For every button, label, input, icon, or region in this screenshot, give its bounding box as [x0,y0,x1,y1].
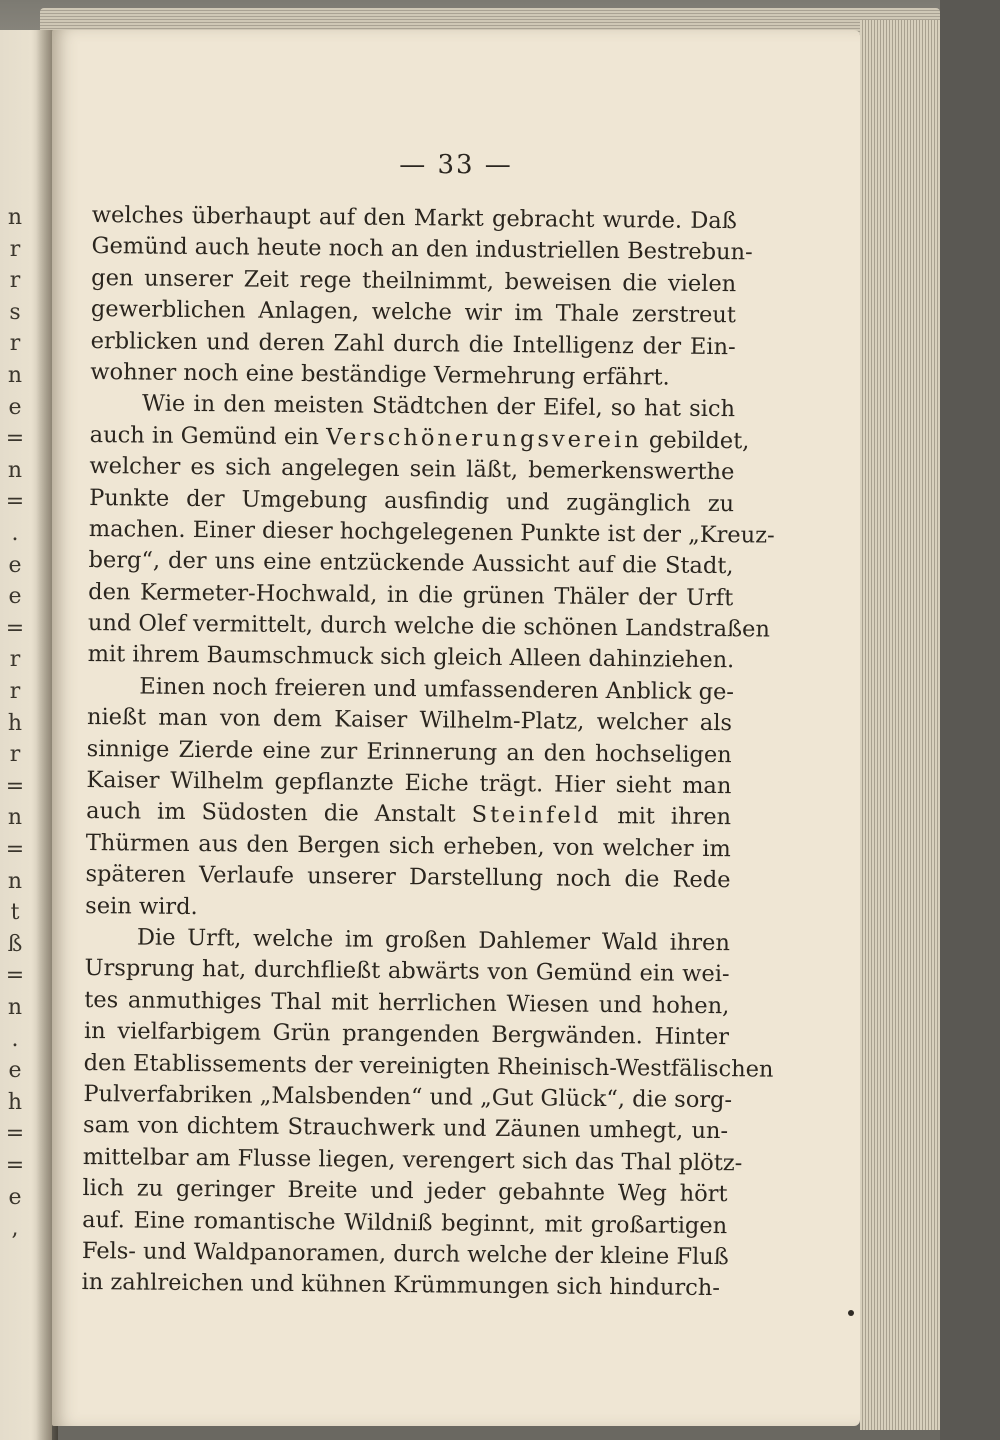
left-page-fragment: ß [7,931,23,957]
text-line: sam von dichtem Strauchwerk und Zäunen umhegt, un- [82,1112,729,1145]
left-page-text-fragments [0,0,30,1440]
text-line: nießt man von dem Kaiser Wilhelm-Platz, welcher als [86,704,733,737]
text-line: späteren Verlaufe unserer Darstellung noch die Rede [85,861,731,894]
text-line: den Etablissements der vereinigten Rheinisch-Westfälischen [83,1049,774,1083]
left-page-fragment: n [7,363,23,388]
left-page-fragment: = [5,1153,25,1178]
page-number: — 33 — [399,150,513,180]
left-page-fragment: n [7,868,23,894]
scanner-backdrop-right [940,0,1000,1440]
left-page-fragment: e [8,552,22,578]
left-page-fragment: = [5,837,25,862]
left-page-fragment: r [9,679,21,704]
left-page-fragment: r [9,647,21,673]
left-page-fragment: r [9,742,21,768]
text-line: in zahlreichen und kühnen Krümmungen sich hindurch- [81,1269,721,1302]
text-line: Gemünd auch heute noch an den industriellen Bestrebun- [91,233,753,266]
left-page-fragment: = [5,773,25,799]
text-line: mittelbar am Flusse liegen, verengert sich das Thal plötz- [82,1143,743,1177]
left-page-fragment: n [7,805,23,831]
text-line: auch in Gemünd ein Verschönerungsverein gebildet, [89,421,750,455]
text-line: Punkte der Umgebung ausfindig und zugänglich zu [89,484,735,517]
left-page-fragment: r [9,236,21,262]
left-page-fragment: e [8,394,22,420]
text-line: Thürmen aus den Bergen sich erheben, von welcher im [85,829,731,862]
ink-speck [848,1310,854,1316]
left-page-fragment: . [11,1026,19,1052]
text-line: den Kermeter-Hochwald, in die grünen Thäler der Urft [88,578,734,611]
emphasized-word: Verschönerungsverein [325,423,642,454]
text-line: sinnige Zierde eine zur Erinnerung an den hochseligen [86,735,732,768]
left-page-fragment: e [8,1184,22,1210]
text-line: welches überhaupt auf den Markt gebracht wurde. Daß [91,201,737,235]
left-page-fragment: e [8,1058,22,1084]
text-line: Ursprung hat, durchfließt abwärts von Gemünd ein wei- [84,955,730,988]
text-line: tes anmuthiges Thal mit herrlichen Wiesen und hohen, [84,986,730,1019]
left-page-fragment: = [5,489,25,515]
page-body-text [81,200,775,1305]
text-line: Die Urft, welche im großen Dahlemer Wald ihren [136,924,731,957]
left-page-fragment: e [8,584,22,610]
text-line: wohner noch eine beständige Vermehrung erfährt. [90,358,670,391]
text-line: Wie in den meisten Städtchen der Eifel, so hat sich [141,390,736,423]
left-page-fragment: = [5,963,25,989]
left-page-fragment: n [7,995,23,1020]
left-page-fragment: , [11,1216,19,1242]
left-page-fragment: t [10,900,20,926]
left-page-fragment: r [9,331,21,357]
emphasized-word: Steinfeld [471,802,602,830]
left-page-fragment: . [11,521,19,546]
text-line: sein wird. [85,892,198,920]
text-line: berg“, der uns eine entzückende Aussicht auf die Stadt, [88,547,734,580]
left-page-fragment: = [5,426,25,452]
text-line: welcher es sich angelegen sein läßt, bemerkenswerthe [89,453,735,486]
text-line: mit ihrem Baumschmuck sich gleich Alleen dahinziehen. [87,641,735,674]
page-stack-right-edge [860,20,940,1430]
text-line: Einen noch freieren und umfassenderen Anblick ge- [139,673,735,706]
left-page-fragment: = [5,1121,25,1147]
text-line: Fels- und Waldpanoramen, durch welche der kleine Fluß [81,1237,729,1271]
text-line: erblicken und deren Zahl durch die Intelligenz der Ein- [90,327,736,360]
left-page-fragment: h [7,710,23,736]
left-page-fragment: r [9,268,21,294]
text-line: in vielfarbigem Grün prangenden Bergwänden. Hinter [83,1018,730,1051]
left-page-fragment: n [7,205,23,230]
text-line: und Olef vermittelt, durch welche die schönen Landstraßen [87,610,771,643]
text-line: auf. Eine romantische Wildniß beginnt, mit großartigen [82,1206,728,1239]
left-page-fragment: s [9,299,21,325]
text-line: auch im Südosten die Anstalt Steinfeld mit ihren [86,798,732,831]
text-line: Pulverfabriken „Malsbenden“ und „Gut Glück“, die sorg- [83,1080,733,1114]
text-line: gewerblichen Anlagen, welche wir im Thale zerstreut [90,296,737,329]
left-page-fragment: h [7,1089,23,1115]
text-line: lich zu geringer Breite und jeder gebahnte Weg hört [82,1175,728,1208]
text-line: Kaiser Wilhelm gepflanzte Eiche trägt. Hier sieht man [86,767,732,800]
text-line: gen unserer Zeit rege theilnimmt, beweisen die vielen [91,264,737,297]
left-page-fragment: n [7,457,23,483]
text-line: machen. Einer dieser hochgelegenen Punkte ist der „Kreuz- [88,515,775,549]
left-page-fragment: = [5,615,25,641]
